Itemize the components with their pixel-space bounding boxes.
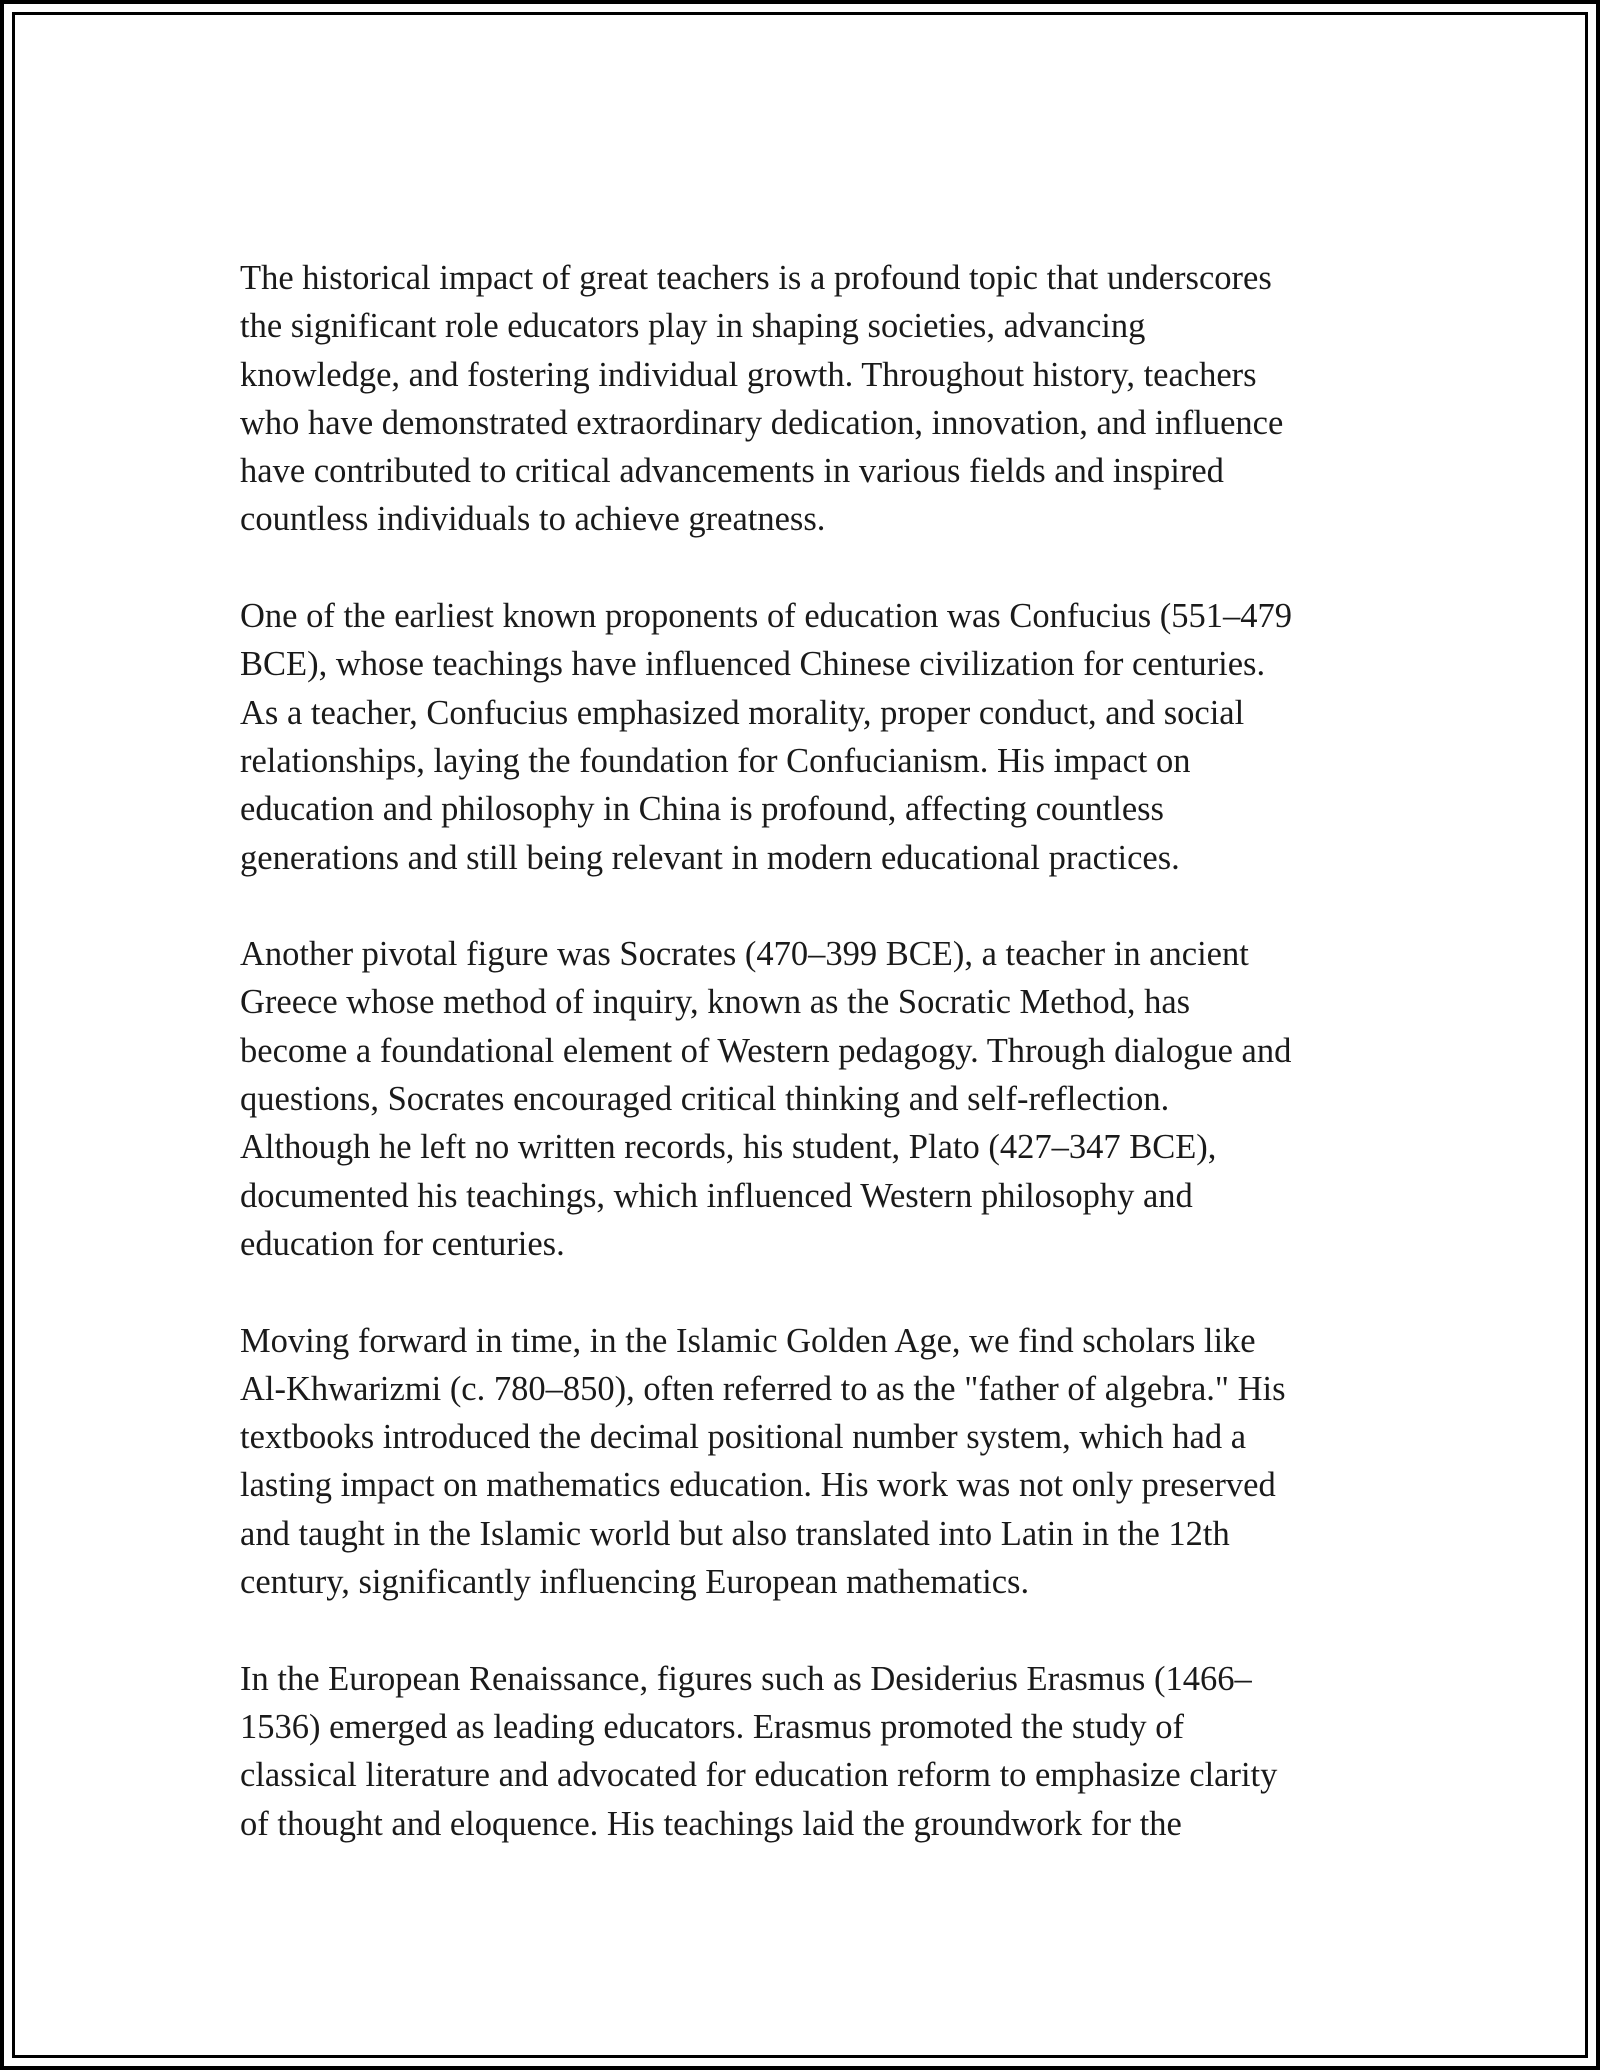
paragraph-confucius: One of the earliest known proponents of education was Confucius (551–479 BCE), whose teachings have influenced Chinese civilization for centuries. As a teacher, Confucius emphasized morality, proper conduct, and social relationships, laying the foundation for Confucianism. His impact on education and philosophy in China is profound, affecting countless generations and still being relevant in modern educational practices. — [240, 597, 1293, 877]
paragraph-socrates: Another pivotal figure was Socrates (470–399 BCE), a teacher in ancient Greece whose method of inquiry, known as the Socratic Method, has become a foundational element of Western pedagogy. Through dialogue and questions, Socrates encouraged critical thinking and self-reflection. Although he left no written records, his student, Plato (427–347 BCE), documented his teachings, which influenced Western philosophy and education for centuries. — [240, 935, 1292, 1263]
document-body — [240, 254, 1380, 1896]
paragraph-introduction: The historical impact of great teachers is a profound topic that underscores the significant role educators play in shaping societies, advancing knowledge, and fostering individual growth. Throughout history, teachers who have demonstrated extraordinary dedication, innovation, and influence have contributed to critical advancements in various fields and inspired countless individuals to achieve greatness. — [240, 259, 1284, 539]
paragraph-erasmus: In the European Renaissance, figures such as Desiderius Erasmus (1466– 1536) emerged as leading educators. Erasmus promoted the study of classical literature and advocated for education reform to emphasize clarity of thought and eloquence. His teachings laid the groundwork for the — [240, 1659, 1278, 1843]
paragraph-al-khwarizmi: Moving forward in time, in the Islamic Golden Age, we find scholars like Al-Khwarizmi (c. 780–850), often referred to as the "father of algebra." His textbooks introduced the decimal positional number system, which had a lasting impact on mathematics education. His work was not only preserved and taught in the Islamic world but also translated into Latin in the 12th century, significantly influencing European mathematics. — [240, 1321, 1286, 1602]
